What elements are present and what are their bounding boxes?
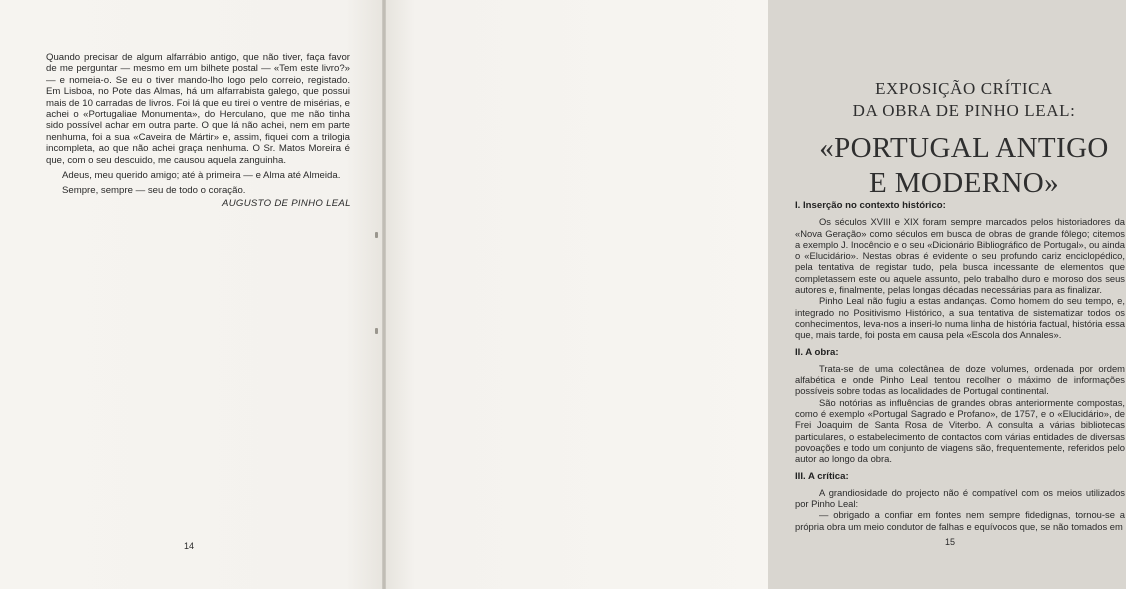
letter-closing: Sempre, sempre — seu de todo o coração.	[62, 185, 246, 197]
title-line-4: E MODERNO»	[868, 167, 1060, 199]
section-1-paragraph-2: Pinho Leal não fugiu a estas andanças. Como homem do seu tempo, e, integrado no Positivismo Histórico, a sua tentativa de sistematizar todos os conhecimentos, leva-nos a inseri-lo numa linha de história factual, história essa que, mais tarde, foi posta em causa pela «Escola dos Annales».	[795, 295, 1125, 341]
section-1-paragraph-1: Os séculos XVIII e XIX foram sempre marcados pelos historiadores da «Nova Geração» como séculos em busca de obras de grande fôlego; citemos a exemplo J. Inocêncio e o seu «Dicionário Bibliográfico de Portugal», ou ainda o «Elucidário». Nestas obras é evidente o seu profundo cariz enciclopédico, pela tentativa de registar tudo, pela busca incessante de elementos que completassem este ou aquele assunto, pelo trabalho duro e moroso dos seus autores e, finalmente, pelas longas décadas necessárias para as finalizar.	[795, 216, 1125, 296]
book-gutter	[382, 0, 386, 589]
section-heading-3: III. A crítica:	[795, 470, 849, 482]
left-page	[0, 0, 384, 589]
letter-paragraph: Quando precisar de algum alfarrábio antigo, que não tiver, faça favor de me perguntar — mesmo em um bilhete postal — «Tem este livro?» — e nomeia-o. Se eu o tiver mando-lho logo pelo correio, registado. Em Lisboa, no Pote das Almas, há um alfarrabista galego, que possui mais de 10 carradas de livros. Foi lá que eu tirei o ventre de misérias, e achei o «Portugaliae Monumenta», do Herculano, que me não tinha sido possível achar em outra parte. O que lá não achei, nem em parte nenhuma, foi a sua «Caveira de Mártir» e, assim, fiquei com a trilogia incompleta, ao que não achei graça nenhuma. O Sr. Matos Moreira é que, com o seu descuido, me causou aquela zanguinha.	[46, 52, 350, 166]
letter-farewell: Adeus, meu querido amigo; até à primeira — e Alma até Almeida.	[62, 170, 341, 182]
section-3-paragraph-1: A grandiosidade do projecto não é compatível com os meios utilizados por Pinho Leal:	[795, 486, 1125, 510]
title-line-1: EXPOSIÇÃO CRÍTICA	[875, 79, 1053, 98]
title-line-3: «PORTUGAL ANTIGO	[819, 132, 1109, 164]
section-2-paragraph-2: São notórias as influências de grandes obras anteriormente compostas, como é exemplo «Portugal Sagrado e Profano», de 1757, e o «Elucidário», de Frei Joaquim de Santa Rosa de Viterbo. A consulta a várias bibliotecas particulares, o estabelecimento de contactos com várias entidades de diversas povoações e todo um conjunto de viagens são, frequentemente, referidos pelo autor ao longo da obra.	[795, 396, 1125, 465]
page-number-left: 14	[184, 541, 195, 551]
binding-mark-bottom	[375, 328, 378, 334]
right-page	[384, 0, 1125, 589]
section-heading-1: I. Inserção no contexto histórico:	[795, 200, 946, 211]
page-number-right: 15	[945, 537, 956, 547]
section-2-paragraph-1: Trata-se de uma colectânea de doze volumes, ordenada por ordem alfabética e onde Pinho Leal tentou recolher o máximo de informações possíveis sobre todas as localidades de Portugal continental.	[795, 362, 1125, 397]
section-3-paragraph-2: — obrigado a confiar em fontes nem sempre fidedignas, tornou-se a própria obra um meio condutor de falhas e equívocos que, se não tomados em	[795, 509, 1125, 532]
letter-text	[46, 52, 350, 197]
binding-mark-top	[375, 232, 378, 238]
letter-signature: AUGUSTO DE PINHO LEAL	[222, 198, 351, 209]
section-heading-2: II. A obra:	[795, 346, 839, 358]
essay-body	[795, 200, 1125, 532]
title-line-2: DA OBRA DE PINHO LEAL:	[852, 101, 1076, 120]
